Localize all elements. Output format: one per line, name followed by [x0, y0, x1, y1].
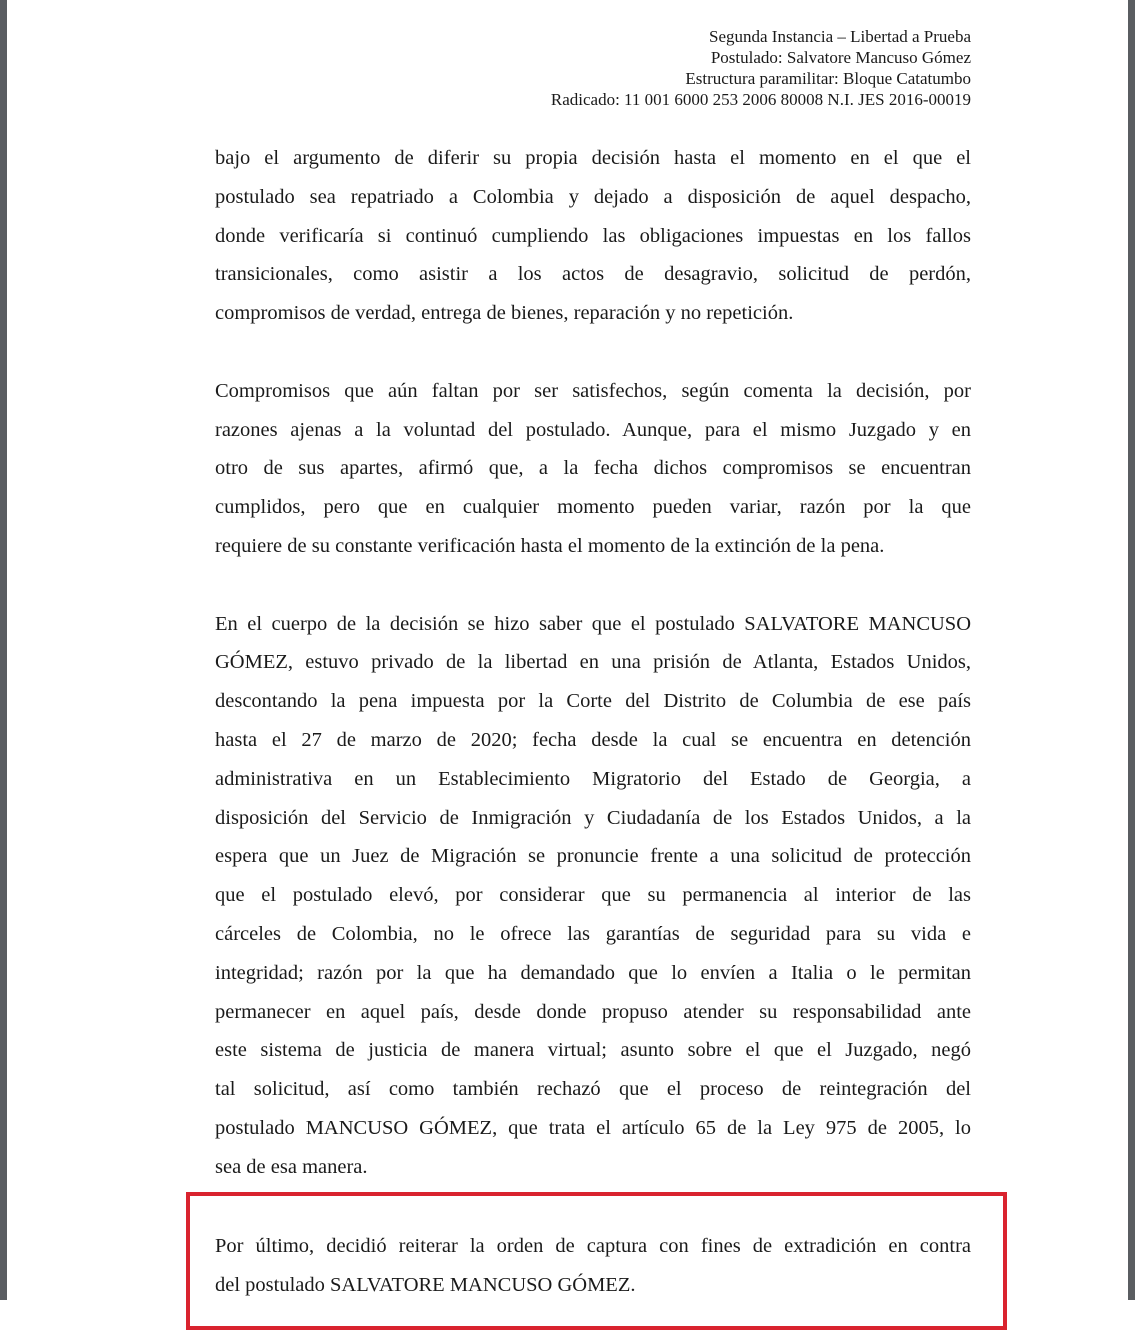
- text-line: Compromisos que aún faltan por ser satisfechos, según comenta la decisión, por: [215, 379, 971, 402]
- highlighted-paragraph: [215, 1227, 971, 1305]
- document-header: [551, 26, 971, 110]
- text-line: otro de sus apartes, afirmó que, a la fecha dichos compromisos se encuentran: [215, 457, 971, 480]
- text-line: postulado MANCUSO GÓMEZ, que trata el artículo 65 de la Ley 975 de 2005, lo: [215, 1116, 971, 1139]
- viewer-right-edge: [1128, 0, 1135, 1300]
- document-body: [215, 139, 971, 1225]
- header-line: Radicado: 11 001 6000 253 2006 80008 N.I. JES 2016-00019: [550, 90, 971, 109]
- text-line: espera que un Juez de Migración se pronuncie frente a una solicitud de protección: [215, 845, 971, 868]
- text-line: este sistema de justicia de manera virtual; asunto sobre el que el Juzgado, negó: [215, 1039, 971, 1062]
- text-line: descontando la pena impuesta por la Corte del Distrito de Columbia de ese país: [215, 690, 971, 713]
- header-line: Estructura paramilitar: Bloque Catatumbo: [685, 69, 971, 88]
- text-line: cumplidos, pero que en cualquier momento pueden variar, razón por la que: [215, 496, 971, 519]
- text-line: compromisos de verdad, entrega de bienes, reparación y no repetición.: [215, 302, 794, 325]
- text-line: administrativa en un Establecimiento Migratorio del Estado de Georgia, a: [215, 767, 971, 790]
- text-line: que el postulado elevó, por considerar que su permanencia al interior de las: [215, 884, 971, 907]
- text-line: bajo el argumento de diferir su propia decisión hasta el momento en el que el: [215, 147, 971, 169]
- text-line: cárceles de Colombia, no le ofrece las garantías de seguridad para su vida e: [215, 922, 971, 945]
- text-line: donde verificaría si continuó cumpliendo las obligaciones impuestas en los fallos: [215, 224, 971, 247]
- paragraph: [215, 372, 971, 566]
- text-line: tal solicitud, así como también rechazó que el proceso de reintegración del: [215, 1078, 971, 1101]
- paragraph: [215, 605, 971, 1187]
- header-line: Postulado: Salvatore Mancuso Gómez: [710, 48, 971, 67]
- text-line: Por último, decidió reiterar la orden de captura con fines de extradición en contra: [215, 1235, 971, 1257]
- text-line: disposición del Servicio de Inmigración y Ciudadanía de los Estados Unidos, a la: [215, 806, 971, 829]
- text-line: permanecer en aquel país, desde donde propuso atender su responsabilidad ante: [215, 1000, 971, 1023]
- text-line: En el cuerpo de la decisión se hizo saber que el postulado SALVATORE MANCUSO: [215, 612, 971, 635]
- text-line: hasta el 27 de marzo de 2020; fecha desde la cual se encuentra en detención: [215, 728, 971, 751]
- text-line: razones ajenas a la voluntad del postulado. Aunque, para el mismo Juzgado y en: [215, 418, 971, 441]
- text-line: del postulado SALVATORE MANCUSO GÓMEZ.: [215, 1273, 636, 1296]
- text-line: integridad; razón por la que ha demandado que lo envíen a Italia o le permitan: [215, 961, 971, 984]
- viewer-left-edge: [0, 0, 7, 1300]
- header-line: Segunda Instancia – Libertad a Prueba: [709, 27, 971, 46]
- text-line: requiere de su constante verificación hasta el momento de la extinción de la pena.: [215, 534, 885, 557]
- paragraph: [215, 139, 971, 333]
- text-line: transicionales, como asistir a los actos de desagravio, solicitud de perdón,: [215, 263, 971, 286]
- text-line: postulado sea repatriado a Colombia y dejado a disposición de aquel despacho,: [215, 185, 971, 208]
- text-line: sea de esa manera.: [215, 1155, 368, 1178]
- text-line: GÓMEZ, estuvo privado de la libertad en una prisión de Atlanta, Estados Unidos,: [215, 651, 971, 674]
